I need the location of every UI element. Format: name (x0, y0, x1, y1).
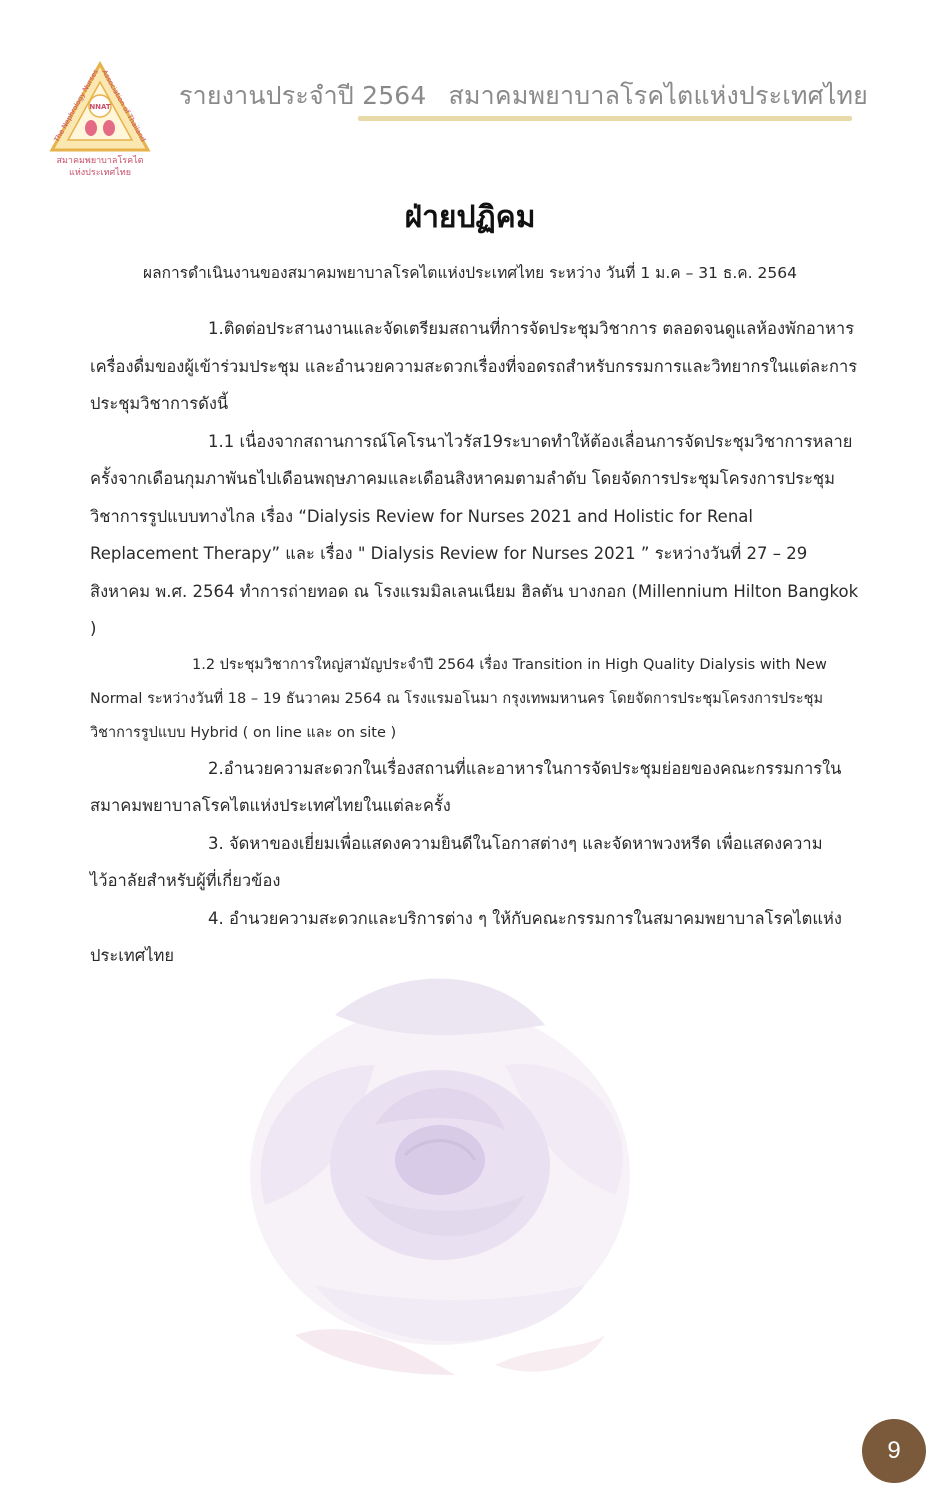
item-1-1: 1.1 เนื่องจากสถานการณ์โคโรนาไวรัส19ระบาดทำให้ต้องเลื่อนการจัดประชุมวิชาการหลายครั้งจากเดือนกุมภาพันธไปเดือนพฤษภาคมและเดือนสิงหาคมตามลำดับ โดยจัดการประชุมโครงการประชุมวิชาการรูปแบบทางไกล เรื่อง “Dialysis Review for Nurses 2021 and Holistic for Renal Replacement Therapy” และ เรื่อง " Dialysis Review for Nurses 2021 ” ระหว่างวันที่ 27 – 29 สิงหาคม พ.ศ. 2564 ทำการถ่ายทอด ณ โรงแรมมิลเลนเนียม ฮิลตัน บางกอก (Millennium Hilton Bangkok ) (90, 431, 859, 638)
svg-text:Association of Thailand: Association of Thailand (100, 68, 148, 144)
item-1: 1.ติดต่อประสานงานและจัดเตรียมสถานที่การจัดประชุมวิชาการ ตลอดจนดูแลห้องพักอาหาร เครื่องดื่มของผู้เข้าร่วมประชุม และอำนวยความสะดวกเรื่องที่จอดรถสำหรับกรรมการและวิทยากรในแต่ละการประชุมวิชาการดังนี้ (90, 319, 858, 413)
organization-name: สมาคมพยาบาลโรคไตแห่งประเทศไทย (448, 81, 868, 110)
page-number-badge (862, 1419, 926, 1483)
page-header (179, 76, 868, 116)
document-body (90, 310, 865, 975)
flower-illustration (205, 955, 675, 1395)
logo-abbrev: NNAT (89, 103, 111, 111)
page-subtitle: ผลการดำเนินงานของสมาคมพยาบาลโรคไตแห่งประเทศไทย ระหว่าง วันที่ 1 ม.ค – 31 ธ.ค. 2564 (143, 264, 797, 282)
page-number: 9 (887, 1437, 901, 1464)
item-2: 2.อำนวยความสะดวกในเรื่องสถานที่และอาหารในการจัดประชุมย่อยของคณะกรรมการในสมาคมพยาบาลโรคไตแห่งประเทศไทยในแต่ละครั้ง (90, 758, 842, 815)
item-1-2: 1.2 ประชุมวิชาการใหญ่สามัญประจำปี 2564 เรื่อง Transition in High Quality Dialysis with New Normal ระหว่างวันที่ 18 – 19 ธันวาคม 2564 ณ โรงแรมอโนมา กรุงเทพมหานคร โดยจัดการประชุมโครงการประชุมวิชาการรูปแบบ Hybrid ( on line และ on site ) (90, 656, 827, 741)
report-title: รายงานประจำปี 2564 (179, 81, 427, 110)
svg-text:The Nephrology Nurses: The Nephrology Nurses (52, 68, 101, 144)
logo-caption-2: แห่งประเทศไทย (69, 168, 131, 178)
page-title: ฝ่ายปฏิคม (404, 200, 536, 235)
item-3: 3. จัดหาของเยี่ยมเพื่อแสดงความยินดีในโอกาสต่างๆ และจัดหาพวงหรีด เพื่อแสดงความไว้อาลัยสำหรับผู้ที่เกี่ยวข้อง (90, 833, 823, 890)
header-divider (358, 116, 852, 121)
logo-caption-1: สมาคมพยาบาลโรคไต (56, 156, 144, 166)
nnat-logo (44, 60, 156, 178)
item-4: 4. อำนวยความสะดวกและบริการต่าง ๆ ให้กับคณะกรรมการในสมาคมพยาบาลโรคไตแห่งประเทศไทย (90, 908, 842, 965)
